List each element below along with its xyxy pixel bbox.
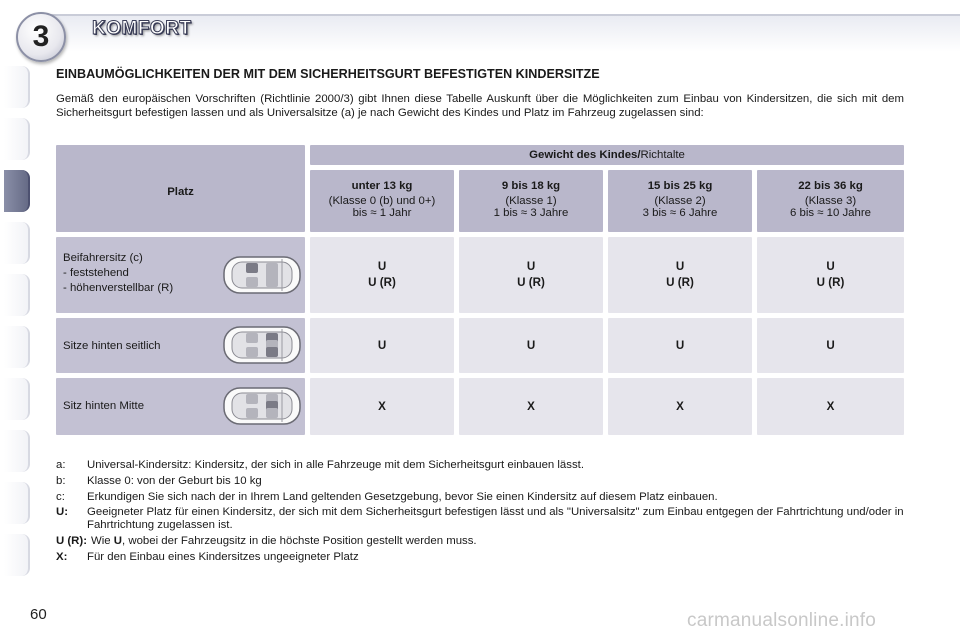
value-text: X [378,399,386,413]
section-title: EINBAUMÖGLICHKEITEN DER MIT DEM SICHERHEITSGURT BEFESTIGTEN KINDERSITZE [56,67,600,81]
column-header-0 [310,170,454,232]
footnote-key: b: [56,474,66,487]
thumb-tab-3-active[interactable] [4,170,30,212]
footnote-b [56,475,904,488]
footnote-text: Klasse 0: von der Geburt bis 10 kg [87,474,262,487]
car-seat-diagram-rear-middle-icon [220,384,304,428]
value-text: U (R) [517,276,545,289]
value-text: U (R) [816,276,845,289]
value-cell [608,378,752,435]
footnote-ur [56,535,904,548]
column-age: bis ≈ 1 Jahr [352,207,412,219]
column-weight: 22 bis 36 kg [798,180,863,192]
footnote-text: Für den Einbau eines Kindersitzes ungeeigneter Platz [87,550,359,563]
footnote-key: U (R): [56,534,87,547]
column-header-1 [459,170,603,232]
value-cell [459,318,603,373]
row-label-line: Beifahrersitz (c) [63,252,143,264]
value-text: X [527,399,535,413]
footnote-text: Geeigneter Platz für einen Kindersitz, der sich mit dem Sicherheitsgurt befestigen lässt und als "Universalsitz" zum Einbau entgegen der Fahrtrichtung und/oder in Fahrtrichtung zugelassen ist. [87,506,904,532]
value-cell [608,237,752,313]
value-text: X [826,399,835,413]
footnote-key: U: [56,506,69,519]
row-label [63,251,173,296]
value-cell [757,237,904,313]
column-class: (Klasse 1) [505,195,557,207]
platz-header-cell [56,145,305,232]
value-cell [459,237,603,313]
page-number: 60 [30,606,47,623]
footnote-x [56,551,904,564]
column-age: 1 bis ≈ 3 Jahre [493,207,569,219]
row-label-line: - höhenverstellbar (R) [63,282,174,294]
watermark: carmanualsonline.info [687,610,877,631]
value-cell [608,318,752,373]
column-weight: unter 13 kg [351,180,413,192]
value-text: U (R) [666,276,694,289]
value-text: U [826,260,835,273]
thumb-tab-1[interactable] [4,66,30,108]
intro-paragraph: Gemäß den europäischen Vorschriften (Richtlinie 2000/3) gibt Ihnen diese Tabelle Auskunft über die Möglichkeiten zum Einbau von Kindersitzen, die sich mit dem Sicherheitsgurt befestigen lassen und als Universalsitze (a) je nach Gewicht des Kindes und Platz im Fahrzeug zugelassen sind: [56,93,904,119]
chapter-number-badge: 3 [16,12,66,62]
thumb-tab-9[interactable] [4,482,30,524]
footnote-text [91,535,904,548]
footnote-a [56,459,904,472]
column-class: (Klasse 3) [804,195,857,207]
value-cell [310,378,454,435]
thumb-tab-5[interactable] [4,274,30,316]
footnote-text: Universal-Kindersitz: Kindersitz, der sich in alle Fahrzeuge mit dem Sicherheitsgurt einbauen lässt. [87,459,584,471]
car-seat-diagram-rear-side-icon [220,323,304,367]
chapter-thumb-tabs [0,60,36,580]
footnote-text: Erkundigen Sie sich nach der in Ihrem Land geltenden Gesetzgebung, bevor Sie einen Kindersitz auf diesem Platz einbauen. [87,490,718,503]
value-cell [757,318,904,373]
row-label: Sitz hinten Mitte [63,400,145,412]
column-class: (Klasse 0 (b) und 0+) [328,195,436,207]
value-text: U [826,338,835,352]
value-cell [757,378,904,435]
thumb-tab-6[interactable] [4,326,30,368]
value-text: U [526,260,536,273]
footnote-c [56,491,904,504]
value-cell [310,237,454,313]
chapter-title: KOMFORT [92,18,192,39]
value-text: U [377,260,387,273]
value-text: U [675,338,685,352]
value-cell [459,378,603,435]
thumb-tab-7[interactable] [4,378,30,420]
platz-header-label: Platz [167,186,194,198]
footnote-text-post: , wobei der Fahrzeugsitz in die höchste Position gestellt werden muss. [122,534,477,547]
column-header-3 [757,170,904,232]
column-weight: 15 bis 25 kg [647,180,713,192]
value-text: U (R) [368,276,396,289]
footnotes [56,459,904,567]
footnote-key: X: [56,550,68,563]
row-label-cell-rear-side [56,318,305,373]
weight-group-header [310,145,904,165]
footnote-text-bold: U [113,534,123,547]
thumb-tab-8[interactable] [4,430,30,472]
row-label-cell-front-passenger [56,237,305,313]
footnote-u [56,506,904,532]
column-age: 3 bis ≈ 6 Jahre [642,207,718,219]
footnote-key: c: [56,490,65,503]
value-text: U [377,338,387,352]
value-text: U [675,260,685,273]
value-text: X [676,399,684,413]
row-label-cell-rear-middle [56,378,305,435]
column-class: (Klasse 2) [654,195,706,207]
footnote-key: a: [56,459,66,471]
column-header-2 [608,170,752,232]
car-seat-diagram-front-passenger-icon [220,253,304,297]
thumb-tab-2[interactable] [4,118,30,160]
footnote-text-pre: Wie [91,534,114,547]
thumb-tab-10[interactable] [4,534,30,576]
value-cell [310,318,454,373]
chapter-header [0,0,960,58]
column-weight: 9 bis 18 kg [501,180,561,192]
value-text: U [526,338,536,352]
row-label: Sitze hinten seitlich [63,340,161,352]
group-header-normal: Richtalte [640,149,685,161]
group-header-bold: Gewicht des Kindes/ [529,149,641,161]
column-age: 6 bis ≈ 10 Jahre [790,207,871,219]
thumb-tab-4[interactable] [4,222,30,264]
child-seat-table [56,143,904,437]
row-label-line: - feststehend [63,267,129,279]
